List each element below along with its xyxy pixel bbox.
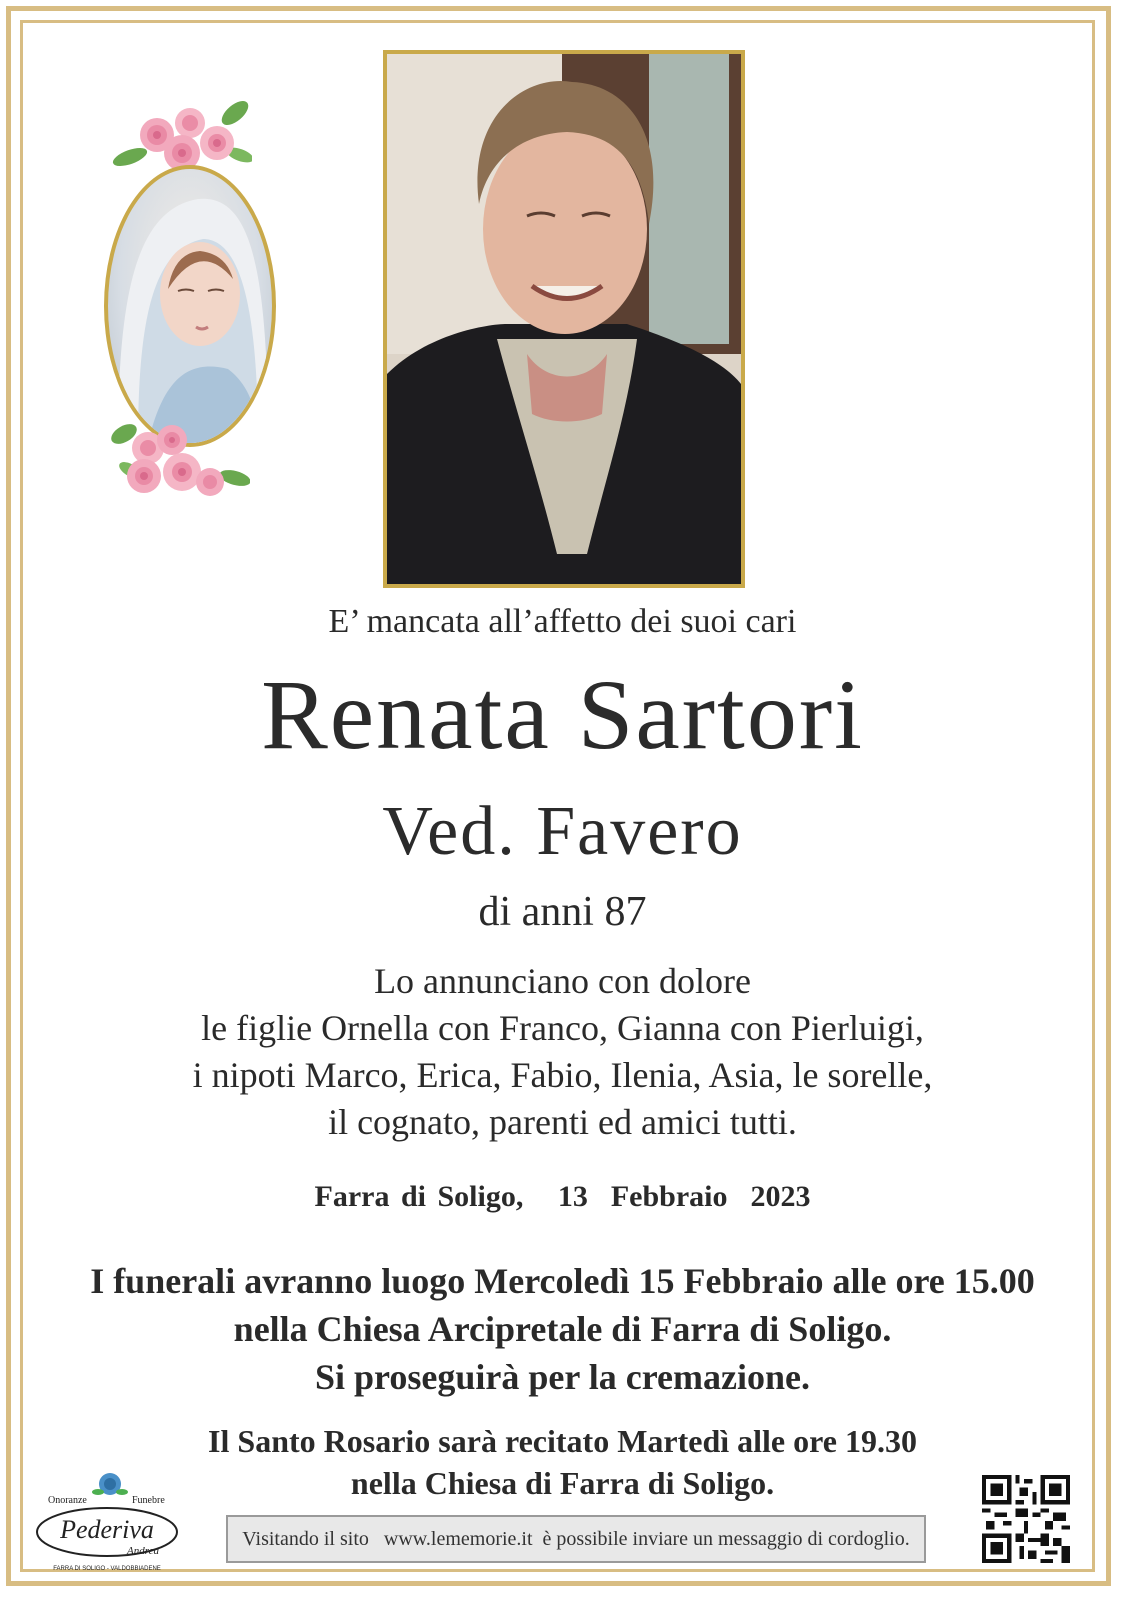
announcement-line: il cognato, parenti ed amici tutti.	[328, 1102, 797, 1142]
person-photo-icon	[387, 54, 741, 584]
svg-text:Onoranze: Onoranze	[48, 1495, 87, 1506]
website-message: Visitando il sito www.lememorie.it è possibile inviare un messaggio di cordoglio.	[242, 1528, 910, 1550]
madonna-icon	[108, 169, 272, 443]
deceased-age: di anni 87	[478, 889, 647, 935]
portrait-photo	[383, 50, 745, 588]
deceased-name: Renata Sartori	[261, 659, 864, 770]
deceased-subname: Ved. Favero	[382, 793, 743, 870]
qr-code-icon[interactable]	[982, 1475, 1070, 1563]
funeral-line: nella Chiesa Arcipretale di Farra di Soligo.	[233, 1309, 892, 1349]
place-date: Farra di Soligo, 13 Febbraio 2023	[314, 1180, 811, 1213]
madonna-medallion	[104, 165, 276, 447]
intro-text: E’ mancata all’affetto dei suoi cari	[328, 603, 797, 640]
funeral-line: Si proseguirà per la cremazione.	[315, 1357, 810, 1397]
announcement-line: le figlie Ornella con Franco, Gianna con Pierluigi,	[201, 1008, 924, 1048]
funeral-home-logo	[32, 1470, 187, 1575]
announcement-line: Lo annunciano con dolore	[374, 961, 751, 1001]
rosary-line: Il Santo Rosario sarà recitato Martedì alle ore 19.30	[208, 1423, 917, 1459]
website-message-box	[226, 1515, 926, 1563]
rose-icon	[92, 1473, 128, 1495]
svg-text:Andrea: Andrea	[127, 1545, 159, 1557]
svg-text:FARRA DI SOLIGO - VALDOBBIADEN: FARRA DI SOLIGO - VALDOBBIADENE	[53, 1566, 161, 1572]
funeral-line: I funerali avranno luogo Mercoledì 15 Febbraio alle ore 15.00	[90, 1261, 1035, 1301]
rose-icon	[140, 108, 234, 171]
rose-icon	[127, 425, 224, 496]
announcement-block	[0, 958, 1125, 1146]
funeral-info-block	[0, 1257, 1125, 1401]
rosary-line: nella Chiesa di Farra di Soligo.	[350, 1465, 775, 1501]
svg-text:Pederiva: Pederiva	[60, 1515, 154, 1544]
roses-bottom-decoration	[110, 420, 250, 505]
announcement-line: i nipoti Marco, Erica, Fabio, Ilenia, Asia, le sorelle,	[192, 1055, 933, 1095]
svg-text:Funebre: Funebre	[132, 1495, 165, 1506]
